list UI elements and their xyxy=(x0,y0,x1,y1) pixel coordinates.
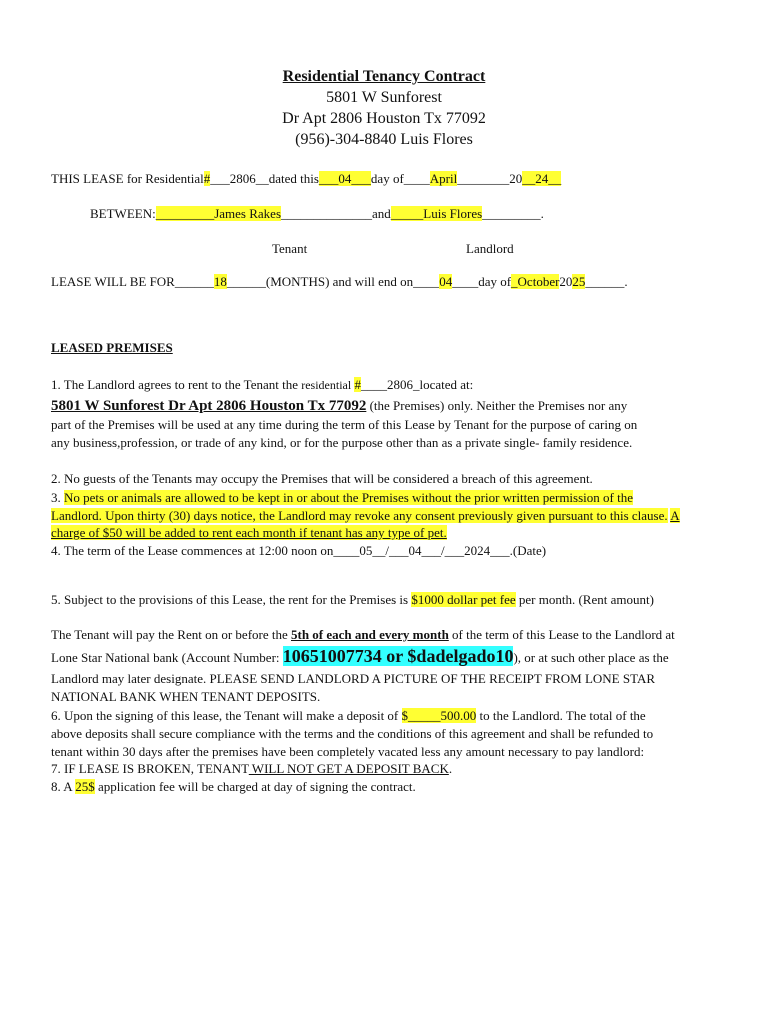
clause-6-line-3: tenant within 30 days after the premises have been completely vacated less any amount necessary to pay landlord: xyxy=(51,744,645,759)
address-line-2: Dr Apt 2806 Houston Tx 77092 xyxy=(282,110,486,127)
premises-address: 5801 W Sunforest Dr Apt 2806 Houston Tx 77092 xyxy=(51,398,367,414)
deposit-amount: $_____500.00 xyxy=(401,708,477,723)
clause-1-line-1: 1. The Landlord agrees to rent to the Tenant the residential #____2806_located at: xyxy=(51,377,474,392)
end-day: 04 xyxy=(439,274,453,289)
landlord-name: _____Luis Flores xyxy=(390,206,483,221)
clause-6-line-2: above deposits shall secure compliance with the terms and the conditions of this agreement and shall be refunded to xyxy=(51,726,654,741)
document-title: Residential Tenancy Contract xyxy=(282,68,486,85)
account-number: 10651007734 or $dadelgado10 xyxy=(282,646,514,666)
landlord-role-label: Landlord xyxy=(466,241,514,256)
lease-year: __24__ xyxy=(522,171,562,186)
address-line-1: 5801 W Sunforest xyxy=(326,89,442,106)
clause-2: 2. No guests of the Tenants may occupy the Premises that will be considered a breach of this agreement. xyxy=(51,471,593,486)
tenant-name: _________James Rakes xyxy=(155,206,282,221)
tenant-role-label: Tenant xyxy=(272,241,308,256)
parties-line: BETWEEN:_________James Rakes______________and_____Luis Flores_________. xyxy=(90,206,544,221)
application-fee: 25$ xyxy=(75,779,95,794)
clause-1-line-2: 5801 W Sunforest Dr Apt 2806 Houston Tx 77092 (the Premises) only. Neither the Premises nor any xyxy=(51,398,628,414)
payment-line-4: NATIONAL BANK WHEN TENANT DEPOSITS. xyxy=(51,689,321,704)
clause-7: 7. IF LEASE IS BROKEN, TENANT WILL NOT GET A DEPOSIT BACK. xyxy=(51,761,453,776)
clause-3-line-1: 3. No pets or animals are allowed to be kept in or about the Premises without the prior written permission of the xyxy=(51,490,633,505)
clause-3-line-3: charge of $50 will be added to rent each month if tenant has any type of pet. xyxy=(51,525,447,540)
payment-line-1: The Tenant will pay the Rent on or before the 5th of each and every month of the term of this Lease to the Landlord at xyxy=(51,627,675,642)
end-year: 25 xyxy=(572,274,586,289)
section-heading-leased-premises: LEASED PREMISES xyxy=(51,340,173,355)
clause-1-line-3: part of the Premises will be used at any time during the term of this Lease by Tenant for the purpose of caring on xyxy=(51,417,638,432)
address-contact-line: (956)-304-8840 Luis Flores xyxy=(295,131,473,148)
clause-8: 8. A 25$ application fee will be charged at day of signing the contract. xyxy=(51,779,416,794)
rent-amount: $1000 dollar pet fee xyxy=(411,592,516,607)
clause-5: 5. Subject to the provisions of this Lease, the rent for the Premises is $1000 dollar pet fee per month. (Rent amount) xyxy=(51,592,654,607)
payment-line-2: Lone Star National bank (Account Number: 10651007734 or $dadelgado10), or at such other place as the xyxy=(51,646,669,666)
term-months: 18 xyxy=(213,274,227,289)
lease-term-line: LEASE WILL BE FOR______18______(MONTHS) and will end on____04____day of_October2025______. xyxy=(51,274,628,289)
lease-day: ___04___ xyxy=(318,171,371,186)
lease-date-line: THIS LEASE for Residential#___2806__dated this___04___day of____April________20__24__ xyxy=(51,171,562,186)
due-date: 5th of each and every month xyxy=(291,627,449,642)
clause-1-line-4: any business,profession, or trade of any kind, or for the purpose other than as a private single- family residence. xyxy=(51,435,633,450)
clause-3-line-2: Landlord. Upon thirty (30) days notice, the Landlord may revoke any consent previously given pursuant to this clause. A xyxy=(51,508,680,523)
clause-6-line-1: 6. Upon the signing of this lease, the Tenant will make a deposit of $_____500.00 to the Landlord. The total of the xyxy=(51,708,646,723)
payment-line-3: Landlord may later designate. PLEASE SEND LANDLORD A PICTURE OF THE RECEIPT FROM LONE STAR xyxy=(51,671,656,686)
end-month: _October xyxy=(511,274,560,289)
hash-mark: # xyxy=(203,171,211,186)
lease-month: April xyxy=(429,171,458,186)
clause-4: 4. The term of the Lease commences at 12:00 noon on____05__/___04___/___2024___.(Date) xyxy=(51,543,547,558)
